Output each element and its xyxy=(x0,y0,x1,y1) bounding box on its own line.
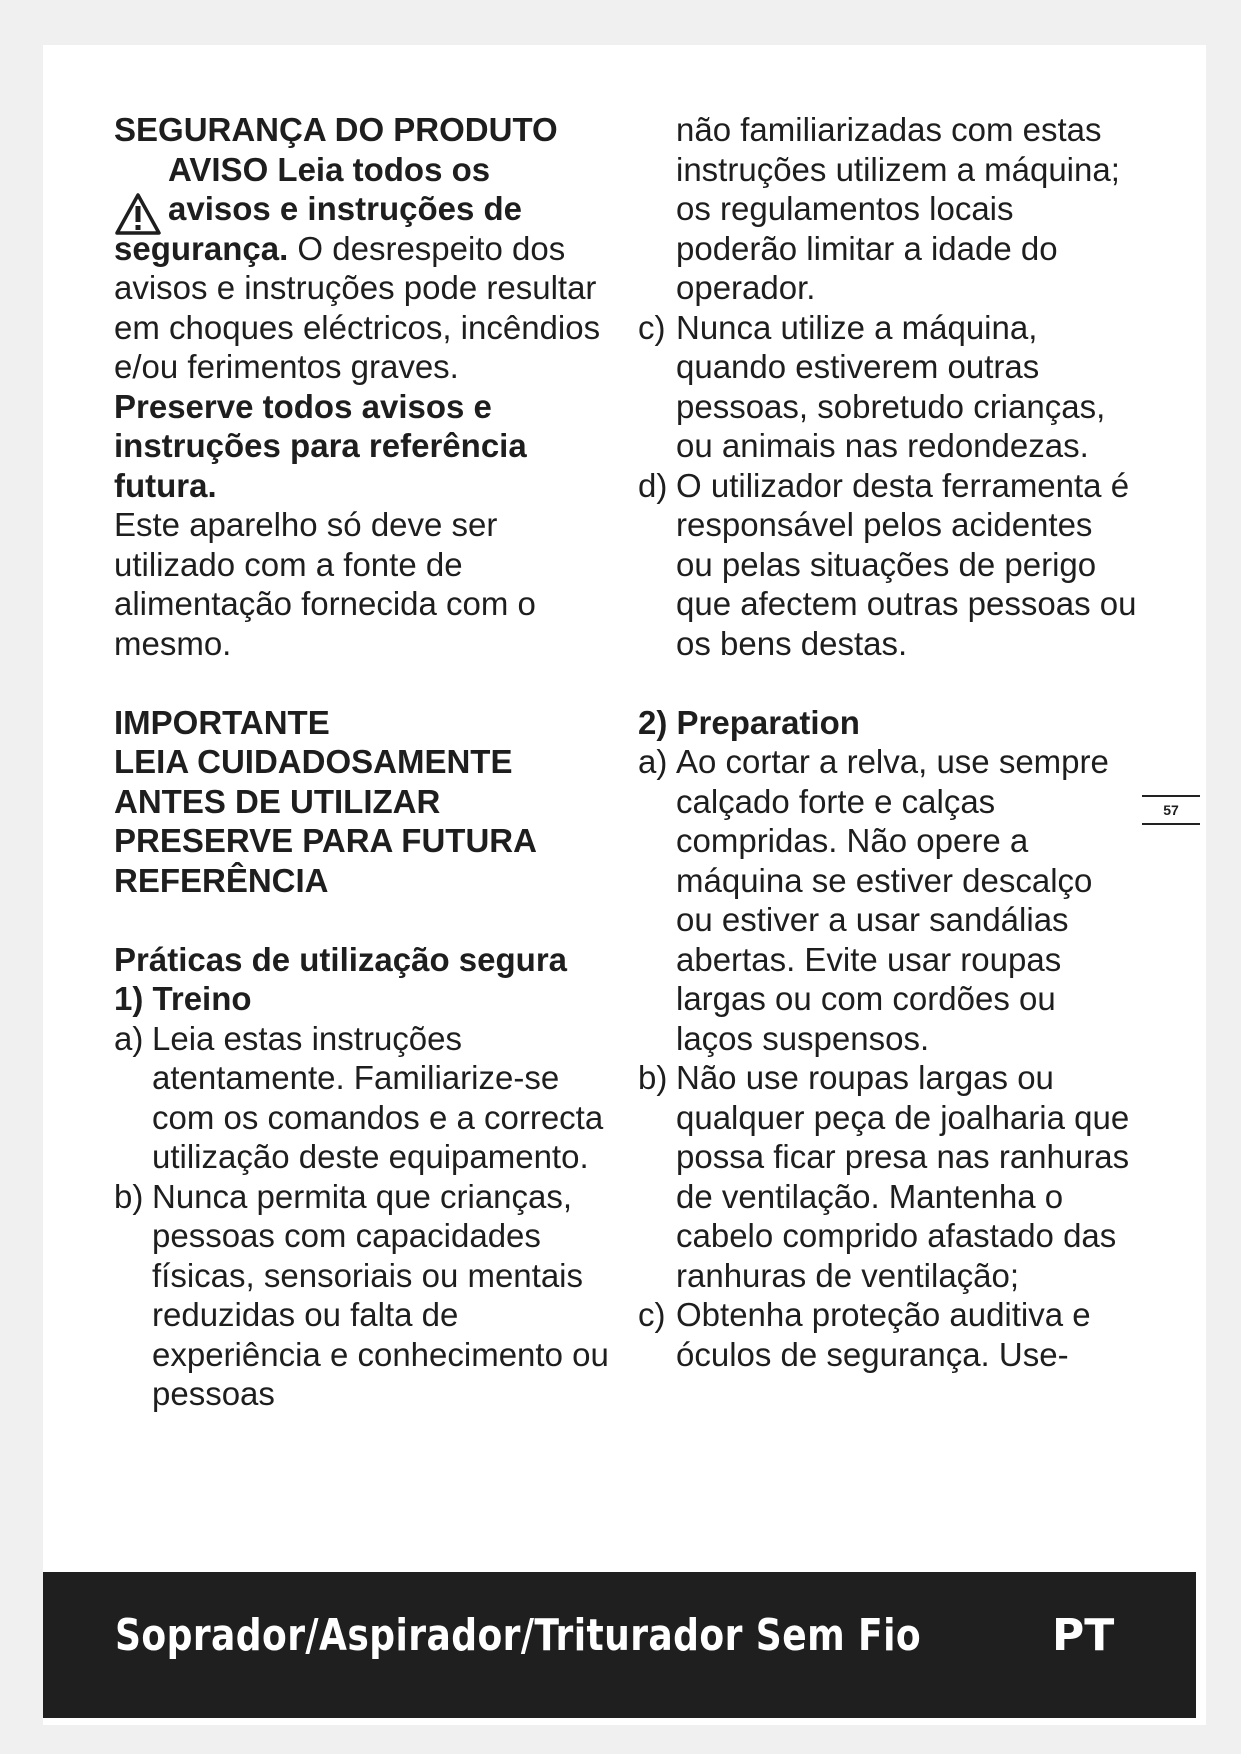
list-item-label: b) xyxy=(638,1059,668,1096)
list-item xyxy=(114,1177,614,1414)
warning-block xyxy=(114,150,614,229)
list-item-text: Nunca utilize a máquina, quando estiverem outras pessoas, sobretudo crianças, ou animais nas redondezas. xyxy=(676,308,1106,464)
left-column xyxy=(114,110,614,1414)
list-item-text: O utilizador desta ferramenta é responsável pelos acidentes ou pelas situações de perigo que afectem outras pessoas ou os bens destas. xyxy=(676,466,1137,662)
list-item-label: c) xyxy=(638,1296,666,1333)
important-line: PRESERVE PARA FUTURA xyxy=(114,822,537,859)
list-item-text: Obtenha proteção auditiva e óculos de segurança. Use- xyxy=(676,1296,1091,1373)
list-item-label: b) xyxy=(114,1177,144,1215)
warning-icon xyxy=(114,192,162,236)
section-title: SEGURANÇA DO PRODUTO xyxy=(114,111,558,148)
preserve-note: Preserve todos avisos e instruções para referência futura. xyxy=(114,387,527,504)
list-item-text: Nunca permita que crianças, pessoas com capacidades físicas, sensoriais ou mentais reduzidas ou falta de experiência e conhecimento ou pessoas xyxy=(152,1177,609,1412)
list-item-text: Ao cortar a relva, use sempre calçado forte e calças compridas. Não opere a máquina se estiver descalço ou estiver a usar sandálias abertas. Evite usar roupas largas ou com cordões ou laços suspensos. xyxy=(676,743,1109,1057)
list-item xyxy=(638,742,1138,1058)
warning-text: O desrespeito dos avisos e instruções pode resultar em choques eléctricos, incêndios e/ou ferimentos graves. xyxy=(114,229,601,385)
language-code: PT xyxy=(1052,1610,1115,1661)
list-item-label: a) xyxy=(638,743,668,780)
important-line: REFERÊNCIA xyxy=(114,861,329,899)
important-line: ANTES DE UTILIZAR xyxy=(114,782,441,820)
list-item xyxy=(638,308,1138,466)
list-item xyxy=(638,1058,1138,1295)
training-title: 1) Treino xyxy=(114,980,252,1017)
warning-body xyxy=(114,229,614,387)
list-item-text: Não use roupas largas ou qualquer peça de joalharia que possa ficar presa nas ranhuras de ventilação. Mantenha o cabelo comprido afastado das ranhuras de ventilação; xyxy=(676,1059,1130,1294)
footer-title: Soprador/Aspirador/Triturador Sem Fio xyxy=(115,1610,922,1661)
page-number: 57 xyxy=(1142,795,1200,825)
warning-title-line-2: avisos e instruções de xyxy=(168,190,522,227)
power-note: Este aparelho só deve ser utilizado com a fonte de alimentação fornecida com o mesmo. xyxy=(114,506,536,662)
list-item-label: c) xyxy=(638,308,666,346)
list-item xyxy=(638,1295,1138,1374)
preparation-title: 2) Preparation xyxy=(638,703,860,741)
right-column xyxy=(638,110,1138,1374)
warning-lead: segurança. xyxy=(114,229,289,267)
list-item xyxy=(114,1019,614,1177)
footer-bar xyxy=(43,1572,1196,1718)
practices-title: Práticas de utilização segura xyxy=(114,940,568,978)
list-item-label: a) xyxy=(114,1019,144,1057)
list-item xyxy=(638,466,1138,664)
list-item-text: Leia estas instruções atentamente. Familiarize-se com os comandos e a correcta utilização deste equipamento. xyxy=(152,1019,604,1175)
important-line: LEIA CUIDADOSAMENTE xyxy=(114,743,513,780)
important-line: IMPORTANTE xyxy=(114,703,330,741)
continuation-text: não familiarizadas com estas instruções utilizem a máquina; os regulamentos locais poderão limitar a idade do operador. xyxy=(676,111,1120,306)
warning-title-line-1: AVISO Leia todos os xyxy=(168,150,491,188)
list-item-label: d) xyxy=(638,466,668,504)
